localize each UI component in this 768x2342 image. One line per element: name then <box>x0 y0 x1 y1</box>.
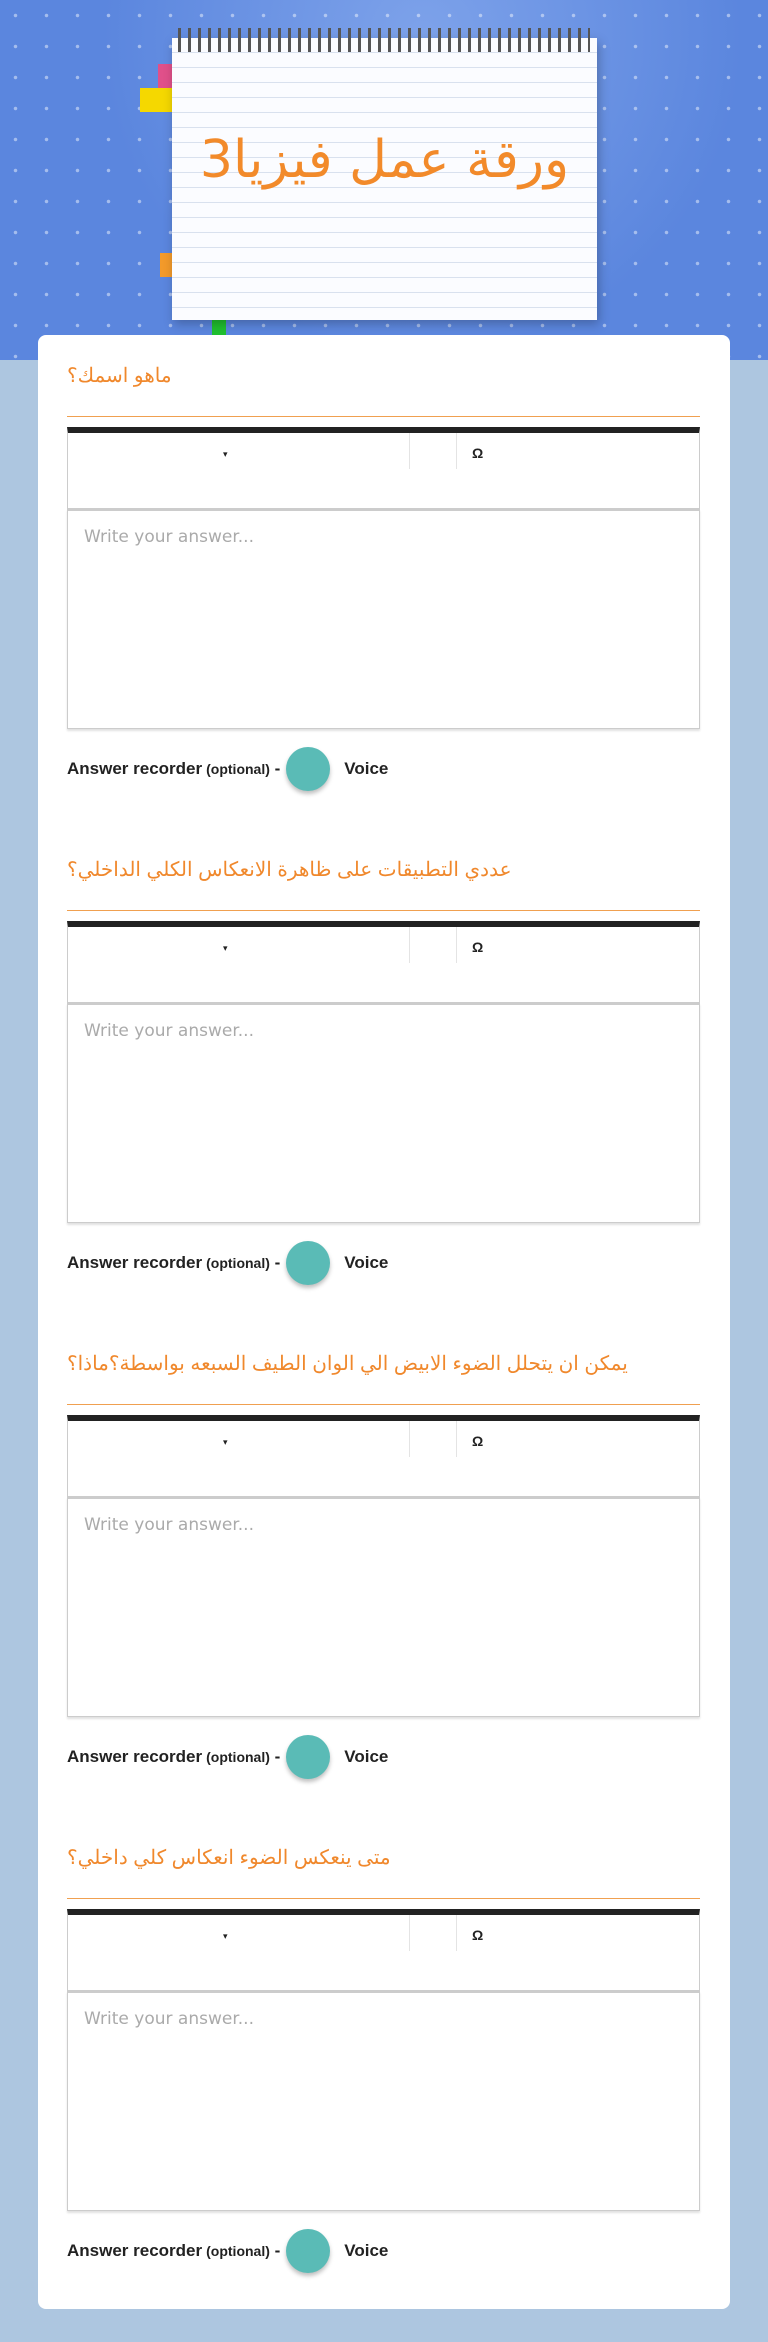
voice-label: Voice <box>344 1747 389 1766</box>
header-banner <box>0 0 768 360</box>
answer-recorder <box>67 1241 700 1285</box>
optional-label: (optional) <box>206 2243 270 2259</box>
title-divider <box>67 1404 700 1405</box>
toolbar-divider <box>409 1421 410 1457</box>
record-button[interactable] <box>286 2229 330 2273</box>
editor-toolbar <box>67 1909 700 1991</box>
voice-label: Voice <box>344 2241 389 2260</box>
answer-recorder <box>67 1735 700 1779</box>
answer-textarea[interactable]: Write your answer... <box>67 1003 700 1223</box>
special-character-button[interactable]: Ω <box>472 1433 484 1449</box>
editor-toolbar <box>67 1415 700 1497</box>
question-title: ماهو اسمك؟ <box>67 364 172 387</box>
editor-toolbar <box>67 427 700 509</box>
worksheet-card <box>38 335 730 2309</box>
optional-label: (optional) <box>206 1749 270 1765</box>
special-character-button[interactable]: Ω <box>472 1927 484 1943</box>
question-title: عددي التطبيقات على ظاهرة الانعكاس الكلي الداخلي؟ <box>67 858 512 881</box>
font-dropdown-arrow-icon[interactable]: ▾ <box>223 1931 228 1941</box>
optional-label: (optional) <box>206 761 270 777</box>
tab-yellow <box>140 88 172 112</box>
question-4 <box>67 1832 700 2326</box>
recorder-label: Answer recorder <box>67 2241 203 2260</box>
optional-label: (optional) <box>206 1255 270 1271</box>
separator: - <box>274 1747 281 1766</box>
separator: - <box>274 2241 281 2260</box>
worksheet-title: ورقة عمل فيزيا3 <box>199 130 570 190</box>
title-divider <box>67 416 700 417</box>
toolbar-divider <box>409 433 410 469</box>
answer-textarea[interactable]: Write your answer... <box>67 509 700 729</box>
font-dropdown-arrow-icon[interactable]: ▾ <box>223 1437 228 1447</box>
title-divider <box>67 1898 700 1899</box>
question-1 <box>67 350 700 844</box>
question-title: متى ينعكس الضوء انعكاس كلي داخلي؟ <box>67 1846 391 1869</box>
toolbar-divider <box>456 927 457 963</box>
title-divider <box>67 910 700 911</box>
font-dropdown-arrow-icon[interactable]: ▾ <box>223 943 228 953</box>
answer-recorder <box>67 747 700 791</box>
spiral-binding <box>178 28 590 52</box>
toolbar-divider <box>409 927 410 963</box>
special-character-button[interactable]: Ω <box>472 445 484 461</box>
toolbar-divider <box>409 1915 410 1951</box>
voice-label: Voice <box>344 759 389 778</box>
font-dropdown-arrow-icon[interactable]: ▾ <box>223 449 228 459</box>
record-button[interactable] <box>286 747 330 791</box>
record-button[interactable] <box>286 1735 330 1779</box>
answer-recorder <box>67 2229 700 2273</box>
separator: - <box>274 1253 281 1272</box>
toolbar-divider <box>456 433 457 469</box>
record-button[interactable] <box>286 1241 330 1285</box>
answer-textarea[interactable]: Write your answer... <box>67 1497 700 1717</box>
tab-orange <box>160 253 172 277</box>
editor-toolbar <box>67 921 700 1003</box>
tab-pink <box>158 64 172 88</box>
recorder-label: Answer recorder <box>67 1747 203 1766</box>
answer-textarea[interactable]: Write your answer... <box>67 1991 700 2211</box>
question-title: يمكن ان يتحلل الضوء الابيض الي الوان الطيف السبعه بواسطة؟ماذا؟ <box>67 1352 628 1375</box>
toolbar-divider <box>456 1915 457 1951</box>
separator: - <box>274 759 281 778</box>
question-2 <box>67 844 700 1338</box>
question-3 <box>67 1338 700 1832</box>
voice-label: Voice <box>344 1253 389 1272</box>
recorder-label: Answer recorder <box>67 759 203 778</box>
toolbar-divider <box>456 1421 457 1457</box>
recorder-label: Answer recorder <box>67 1253 203 1272</box>
special-character-button[interactable]: Ω <box>472 939 484 955</box>
